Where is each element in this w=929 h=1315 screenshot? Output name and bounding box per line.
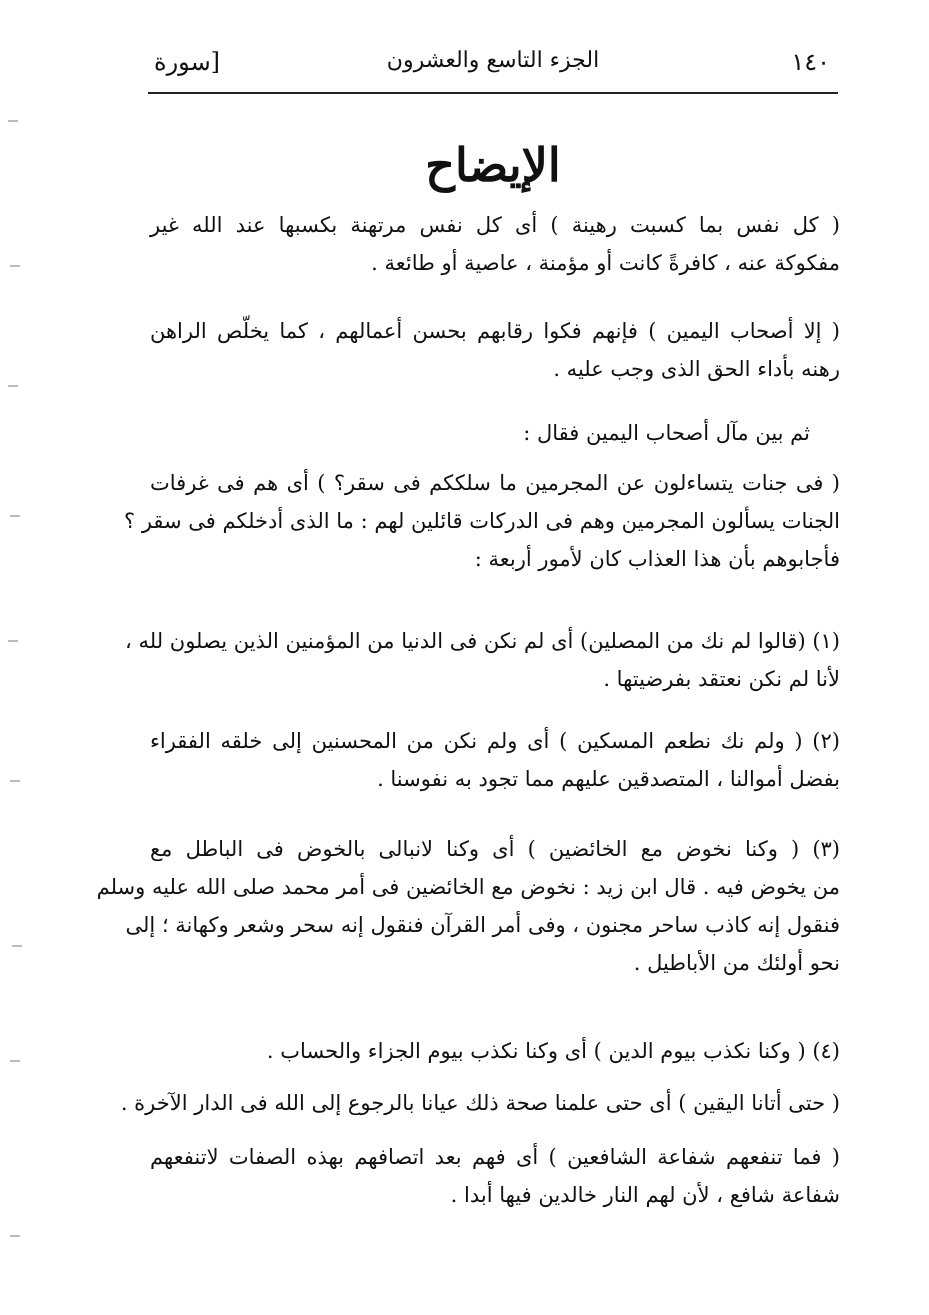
running-header: [148, 38, 838, 94]
text-line: رهنه بأداء الحق الذى وجب عليه .: [553, 357, 840, 381]
paragraph: [150, 206, 840, 282]
paragraph: [150, 1032, 840, 1070]
paragraph: [150, 414, 840, 452]
paragraph: [150, 312, 840, 388]
surah-label: [سورة: [154, 48, 221, 76]
text-line: (٣) ( وكنا نخوض مع الخائضين ) أى وكنا لانبالى بالخوض فى الباطل مع: [150, 837, 840, 861]
scan-mark: [8, 120, 18, 122]
text-line: (٢) ( ولم نك نطعم المسكين ) أى ولم نكن من المحسنين إلى خلقه الفقراء: [150, 729, 840, 753]
text-line: ( فى جنات يتساءلون عن المجرمين ما سلككم فى سقر؟ ) أى هم فى غرفات: [150, 471, 840, 495]
text-line: نحو أولئك من الأباطيل .: [633, 951, 840, 975]
page-number: ١٤٠: [791, 48, 830, 76]
text-line: (٤) ( وكنا نكذب بيوم الدين ) أى وكنا نكذب بيوم الجزاء والحساب .: [266, 1039, 840, 1063]
scan-mark: [8, 385, 18, 387]
text-line: ( حتى أتانا اليقين ) أى حتى علمنا صحة ذلك عيانا بالرجوع إلى الله فى الدار الآخرة .: [120, 1091, 840, 1115]
paragraph: [96, 830, 840, 982]
scan-mark: [10, 1060, 20, 1062]
scan-mark: [12, 945, 22, 947]
text-line: (١) (قالوا لم نك من المصلين) أى لم نكن فى الدنيا من المؤمنين الذين يصلون لله ،: [125, 629, 840, 653]
text-line: من يخوض فيه . قال ابن زيد : نخوض مع الخائضين فى أمر محمد صلى الله عليه وسلم: [96, 875, 840, 899]
part-title: الجزء التاسع والعشرون: [386, 48, 600, 73]
paragraph: [124, 464, 840, 578]
paragraph: [125, 622, 840, 698]
paragraph: [150, 1138, 840, 1214]
paragraph: [150, 722, 840, 798]
text-line: ( إلا أصحاب اليمين ) فإنهم فكوا رقابهم بحسن أعمالهم ، كما يخلّص الراهن: [150, 319, 840, 343]
text-line: ثم بين مآل أصحاب اليمين فقال :: [523, 421, 810, 445]
scan-mark: [10, 265, 20, 267]
text-line: بفضل أموالنا ، المتصدقين عليهم مما تجود به نفوسنا .: [377, 767, 840, 791]
text-line: فنقول إنه كاذب ساحر مجنون ، وفى أمر القرآن فنقول إنه سحر وشعر وكهانة ؛ إلى: [125, 913, 840, 937]
text-line: ( كل نفس بما كسبت رهينة ) أى كل نفس مرتهنة بكسبها عند الله غير: [150, 213, 840, 237]
text-line: شفاعة شافع ، لأن لهم النار خالدين فيها أبدا .: [450, 1183, 840, 1207]
scan-mark: [10, 780, 20, 782]
text-line: لأنا لم نكن نعتقد بفرضيتها .: [603, 667, 840, 691]
paragraph: [120, 1084, 840, 1122]
scan-mark: [8, 640, 18, 642]
text-line: الجنات يسألون المجرمين وهم فى الدركات قائلين لهم : ما الذى أدخلكم فى سقر ؟: [124, 509, 840, 533]
text-line: فأجابوهم بأن هذا العذاب كان لأمور أربعة :: [474, 547, 840, 571]
scan-mark: [10, 1235, 20, 1237]
text-line: مفكوكة عنه ، كافرةً كانت أو مؤمنة ، عاصية أو طائعة .: [371, 251, 840, 275]
scan-mark: [10, 515, 20, 517]
section-title: الإيضاح: [425, 138, 561, 192]
text-line: ( فما تنفعهم شفاعة الشافعين ) أى فهم بعد اتصافهم بهذه الصفات لاتنفعهم: [150, 1145, 840, 1169]
